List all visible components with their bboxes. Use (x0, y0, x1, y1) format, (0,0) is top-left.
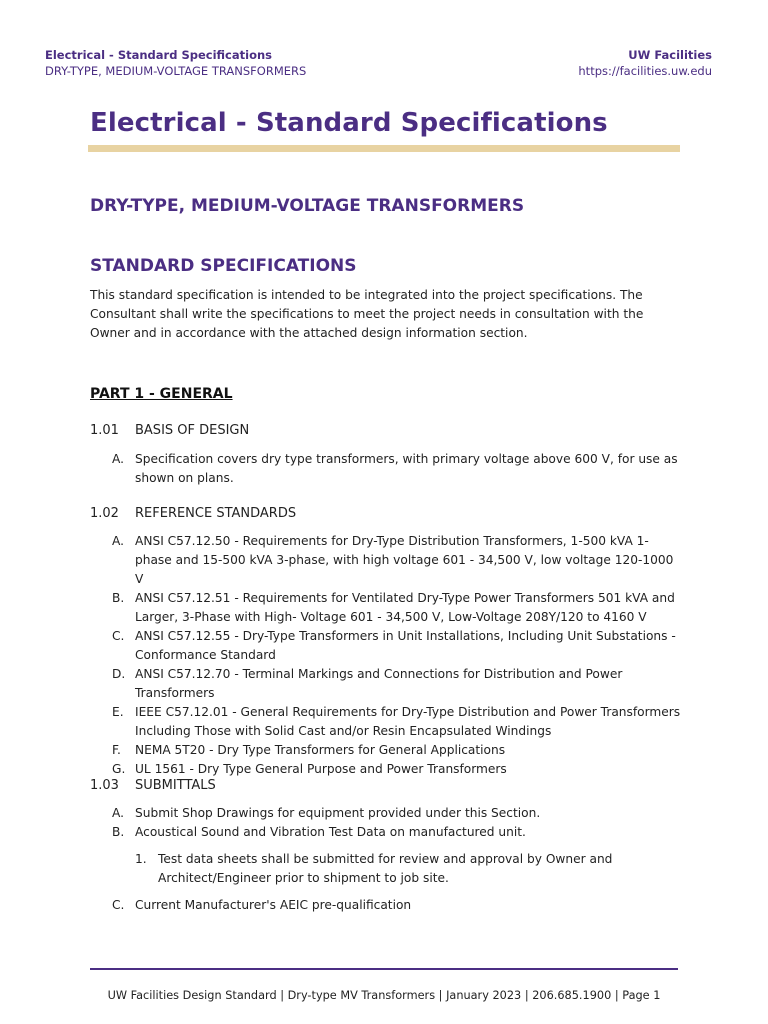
page-header-left (45, 47, 306, 79)
title-divider (88, 145, 680, 152)
list-item-text: ANSI C57.12.70 - Terminal Markings and Connections for Distribution and Power Transformers (135, 667, 623, 700)
list-marker: G. (112, 762, 126, 776)
list-item-text: Specification covers dry type transformers, with primary voltage above 600 V, for use as shown on plans. (135, 452, 678, 485)
list-item (112, 627, 682, 665)
page-footer: UW Facilities Design Standard | Dry-type MV Transformers | January 2023 | 206.685.1900 | Page 1 (107, 989, 661, 1002)
list-marker: B. (112, 825, 125, 839)
list-item-text: UL 1561 - Dry Type General Purpose and Power Transformers (135, 762, 507, 776)
list-item (112, 703, 682, 741)
list-item-text: IEEE C57.12.01 - General Requirements for Dry-Type Distribution and Power Transformers Including Those with Solid Cast and/or Resin Encapsulated Windings (135, 705, 681, 738)
section-1-03-list-continued (112, 896, 682, 915)
list-item (112, 589, 682, 627)
section-title: BASIS OF DESIGN (135, 423, 250, 438)
list-marker: A. (112, 806, 124, 820)
intro-paragraph: This standard specification is intended to be integrated into the project specifications. The Consultant shall write the specifications to meet the project needs in consultation with the Owner and in accordance with the attached design information section. (90, 288, 644, 340)
list-item-text: ANSI C57.12.55 - Dry-Type Transformers in Unit Installations, Including Unit Substations - Conformance Standard (135, 629, 676, 662)
list-marker: C. (112, 898, 125, 912)
list-item (112, 804, 682, 823)
section-heading-1-01 (90, 423, 249, 438)
list-marker: B. (112, 591, 125, 605)
list-item (112, 823, 682, 842)
section-number: 1.03 (90, 778, 119, 793)
standard-specifications-heading: STANDARD SPECIFICATIONS (90, 256, 357, 276)
list-item (135, 850, 665, 888)
list-item-text: ANSI C57.12.51 - Requirements for Ventilated Dry-Type Power Transformers 501 kVA and Larger, 3-Phase with High- Voltage 601 - 34,500 V, Low-Voltage 208Y/120 to 4160 V (135, 591, 675, 624)
document-title: Electrical - Standard Specifications (90, 108, 608, 138)
list-item-text: NEMA 5T20 - Dry Type Transformers for General Applications (135, 743, 506, 757)
list-marker: A. (112, 452, 124, 466)
part-heading: PART 1 - GENERAL (90, 386, 233, 402)
list-item-text: Current Manufacturer's AEIC pre-qualification (135, 898, 412, 912)
header-doc-subtitle: DRY-TYPE, MEDIUM-VOLTAGE TRANSFORMERS (45, 64, 307, 78)
list-item-text: Submit Shop Drawings for equipment provided under this Section. (135, 806, 541, 820)
list-marker: C. (112, 629, 125, 643)
list-item (112, 741, 682, 760)
list-item (112, 665, 682, 703)
section-1-01-list (112, 450, 682, 488)
list-marker: F. (112, 743, 121, 757)
list-item (112, 532, 682, 589)
list-item (112, 896, 682, 915)
section-heading-1-03 (90, 778, 216, 793)
section-heading-1-02 (90, 506, 296, 521)
section-1-02-list (112, 532, 682, 779)
section-title: SUBMITTALS (135, 778, 216, 793)
footer-divider (90, 968, 678, 970)
section-number: 1.01 (90, 423, 119, 438)
list-item-text: Acoustical Sound and Vibration Test Data on manufactured unit. (135, 825, 526, 839)
page-header-right (578, 47, 712, 79)
header-doc-title: Electrical - Standard Specifications (45, 48, 272, 62)
list-item (112, 760, 682, 779)
list-marker: E. (112, 705, 124, 719)
section-number: 1.02 (90, 506, 119, 521)
list-marker: A. (112, 534, 124, 548)
list-marker: D. (112, 667, 126, 681)
list-item (112, 450, 682, 488)
list-item-text: ANSI C57.12.50 - Requirements for Dry-Type Distribution Transformers, 1-500 kVA 1-phase and 15-500 kVA 3-phase, with high voltage 601 - 34,500 V, low voltage 120-1000 V (135, 534, 674, 586)
section-1-03-list (112, 804, 682, 842)
header-org-url[interactable]: https://facilities.uw.edu (578, 64, 712, 78)
list-marker: 1. (135, 852, 147, 866)
section-1-03-sublist (135, 850, 665, 888)
list-item-text: Test data sheets shall be submitted for review and approval by Owner and Architect/Engineer prior to shipment to job site. (158, 852, 613, 885)
document-subtitle: DRY-TYPE, MEDIUM-VOLTAGE TRANSFORMERS (90, 196, 525, 216)
header-org-name: UW Facilities (628, 48, 712, 62)
section-title: REFERENCE STANDARDS (135, 506, 297, 521)
